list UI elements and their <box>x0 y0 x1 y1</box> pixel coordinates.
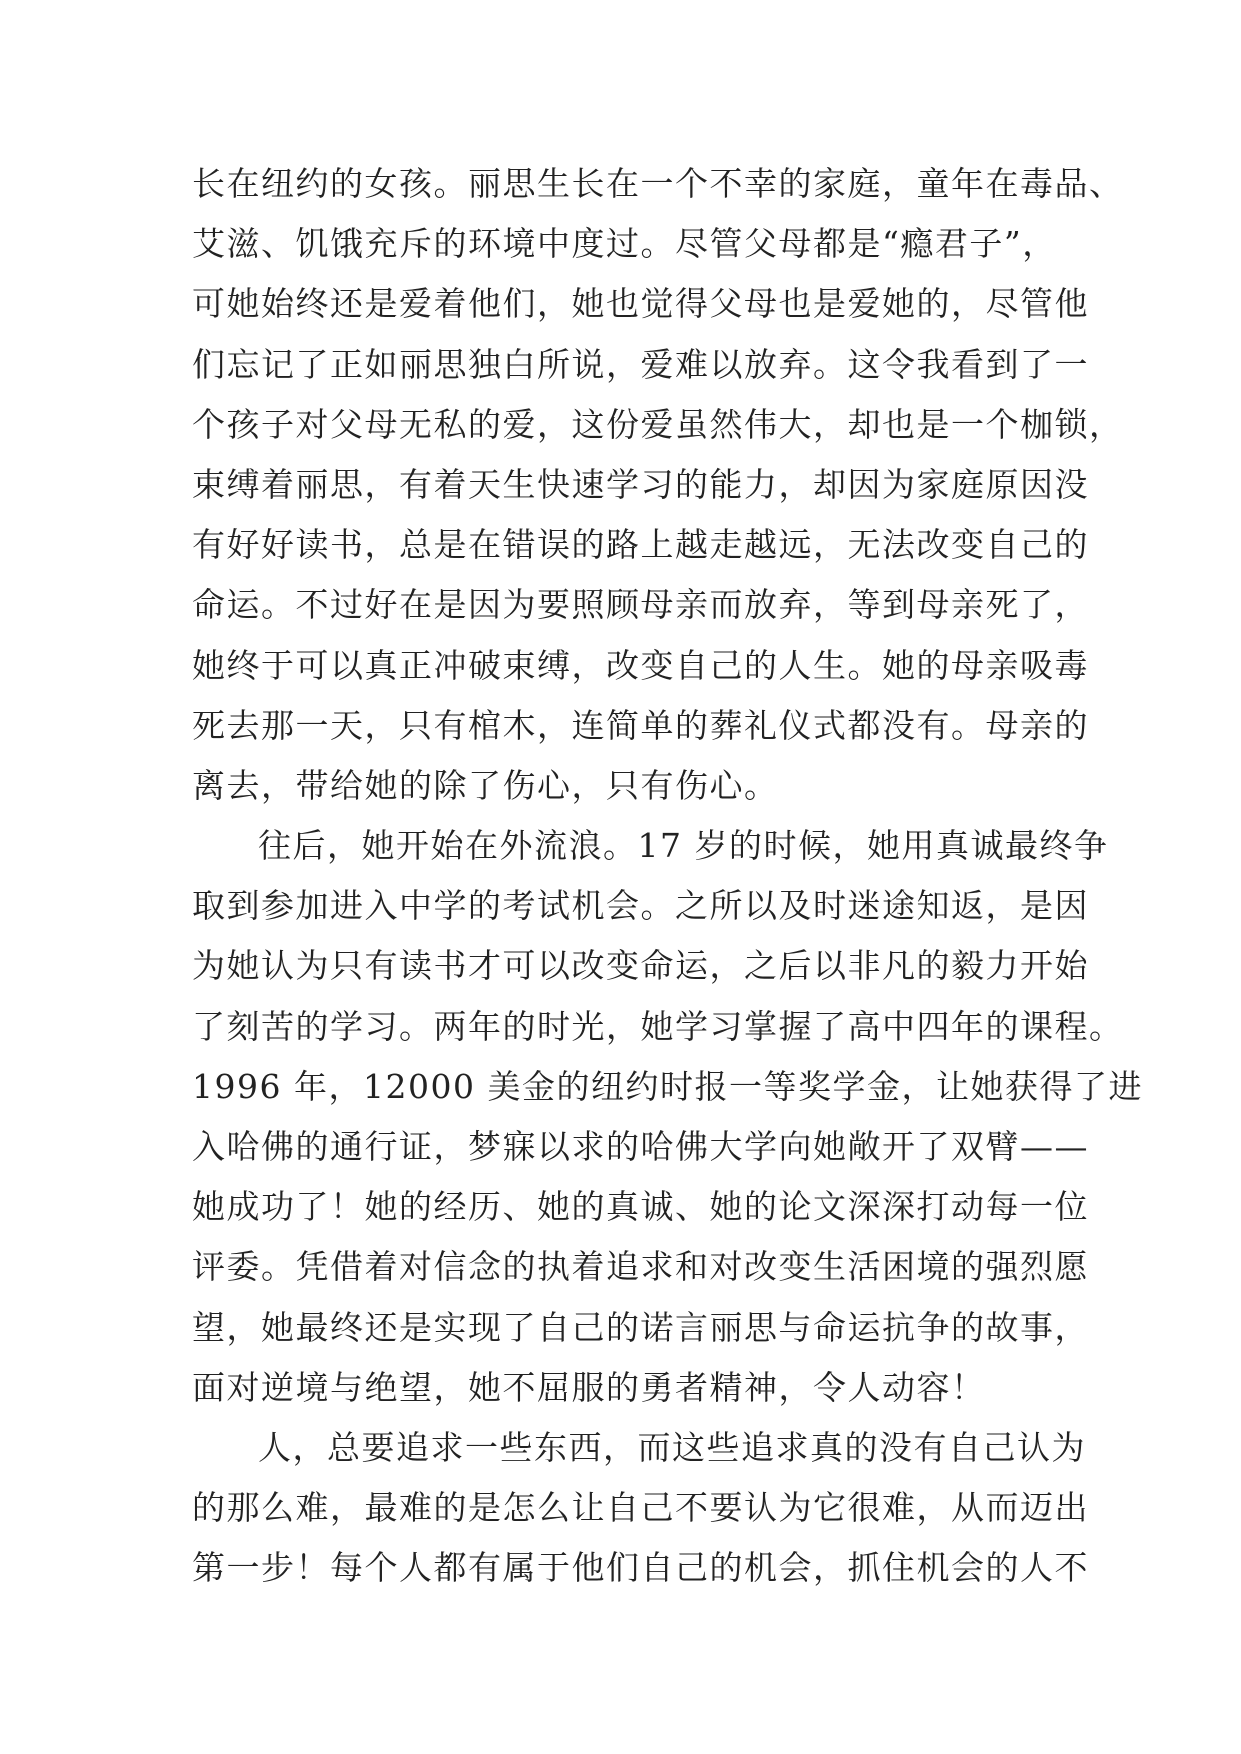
text-line: 可她始终还是爱着他们，她也觉得父母也是爱她的，尽管他 <box>192 284 1089 324</box>
text-line: 面对逆境与绝望，她不屈服的勇者精神，令人动容！ <box>192 1367 986 1407</box>
text-line: 艾滋、饥饿充斥的环境中度过。尽管父母都是“瘾君子”， <box>192 224 1057 264</box>
text-line: 取到参加进入中学的考试机会。之所以及时迷途知返，是因 <box>192 886 1089 926</box>
text-line: 望，她最终还是实现了自己的诺言丽思与命运抗争的故事， <box>192 1307 1089 1347</box>
text-line: 命运。不过好在是因为要照顾母亲而放弃，等到母亲死了， <box>192 585 1089 625</box>
text-line: 了刻苦的学习。两年的时光，她学习掌握了高中四年的课程。 <box>192 1006 1124 1046</box>
text-line: 有好好读书，总是在错误的路上越走越远，无法改变自己的 <box>192 525 1089 565</box>
text-line: 死去那一天，只有棺木，连简单的葬礼仪式都没有。母亲的 <box>192 705 1089 745</box>
body-text <box>192 154 1143 1599</box>
text-line: 的那么难，最难的是怎么让自己不要认为它很难，从而迈出 <box>192 1488 1089 1528</box>
text-line: 她终于可以真正冲破束缚，改变自己的人生。她的母亲吸毒 <box>192 645 1089 685</box>
text-line: 离去，带给她的除了伤心，只有伤心。 <box>192 765 779 805</box>
text-line: 人，总要追求一些东西，而这些追求真的没有自己认为 <box>258 1427 1086 1467</box>
text-line: 评委。凭借着对信念的执着追求和对改变生活困境的强烈愿 <box>192 1247 1089 1287</box>
text-line: 往后，她开始在外流浪。17 岁的时候，她用真诚最终争 <box>258 826 1109 866</box>
text-line: 长在纽约的女孩。丽思生长在一个不幸的家庭，童年在毒品、 <box>192 164 1124 203</box>
text-line: 第一步！每个人都有属于他们自己的机会，抓住机会的人不 <box>192 1548 1089 1588</box>
text-line: 入哈佛的通行证，梦寐以求的哈佛大学向她敞开了双臂—— <box>192 1127 1089 1166</box>
text-line: 个孩子对父母无私的爱，这份爱虽然伟大，却也是一个枷锁， <box>192 404 1124 444</box>
text-line: 她成功了！她的经历、她的真诚、她的论文深深打动每一位 <box>192 1187 1089 1227</box>
text-line: 为她认为只有读书才可以改变命运，之后以非凡的毅力开始 <box>192 946 1089 986</box>
text-line: 束缚着丽思，有着天生快速学习的能力，却因为家庭原因没 <box>192 464 1089 504</box>
text-line: 1996 年，12000 美金的纽约时报一等奖学金，让她获得了进 <box>192 1066 1143 1106</box>
text-line: 们忘记了正如丽思独白所说，爱难以放弃。这令我看到了一 <box>192 344 1089 384</box>
